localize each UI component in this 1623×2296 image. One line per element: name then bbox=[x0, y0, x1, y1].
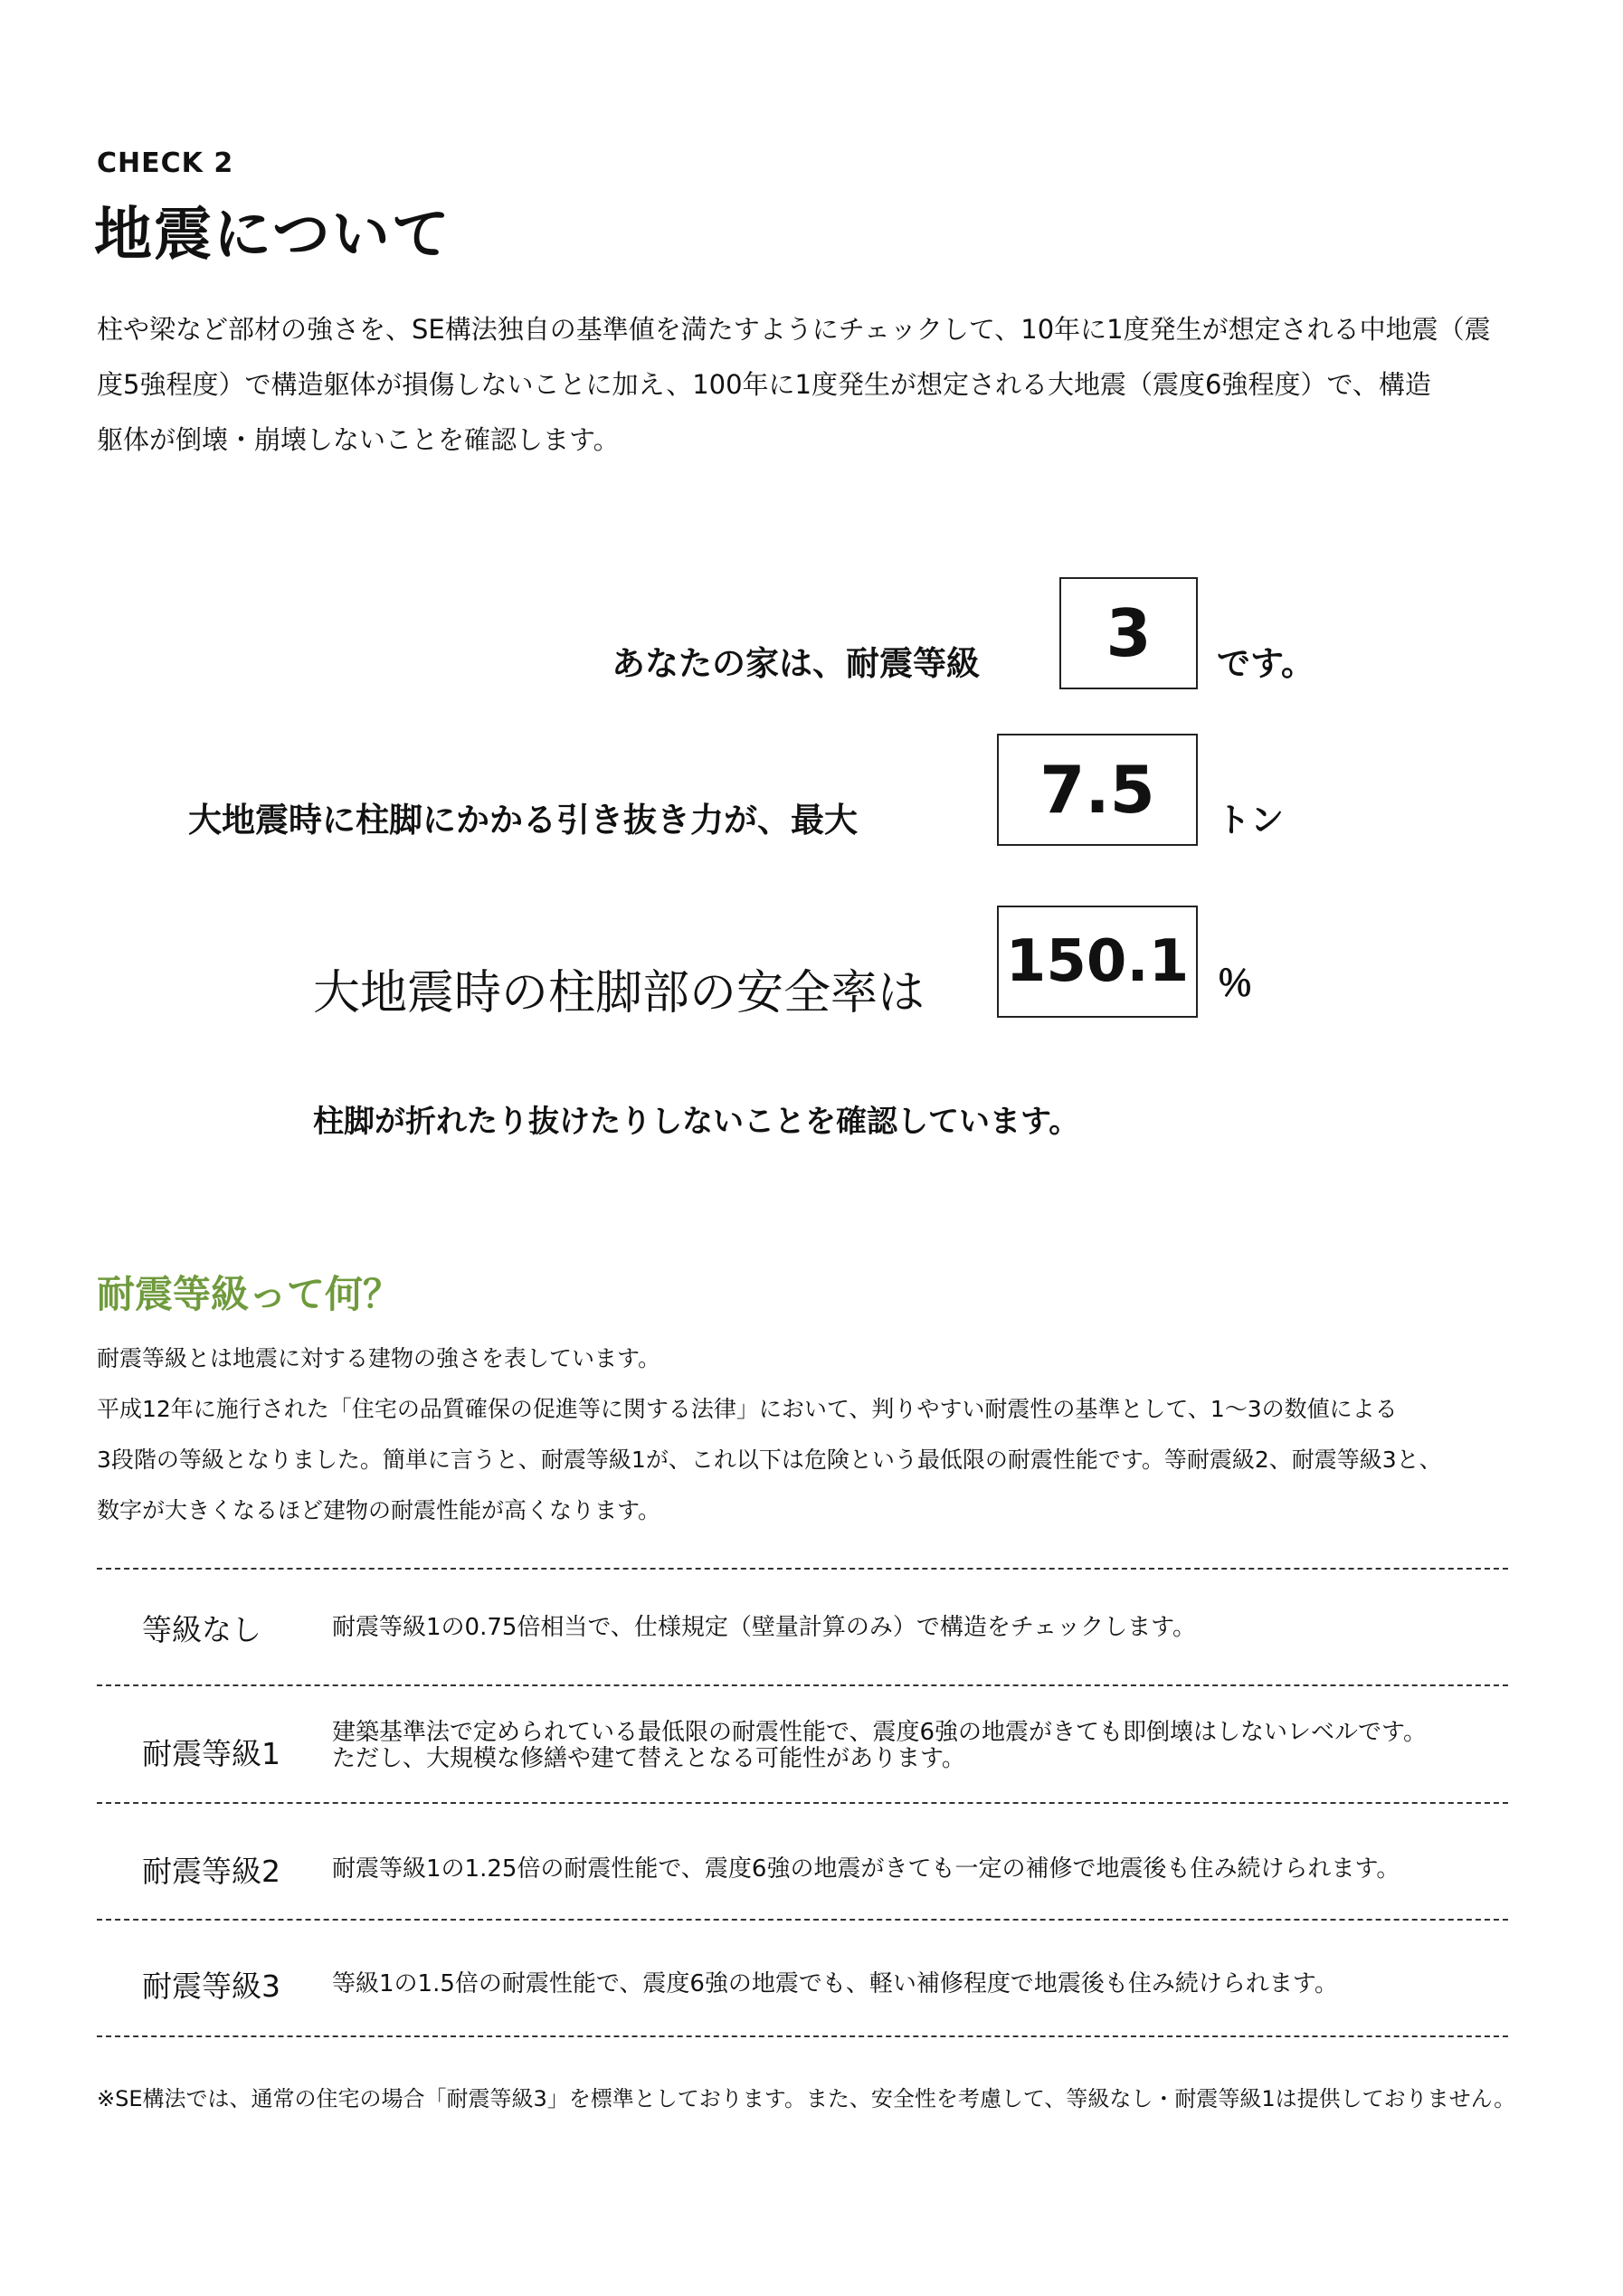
grade-name: 耐震等級1 bbox=[142, 1736, 280, 1771]
footnote: ※SE構法では、通常の住宅の場合「耐震等級3」を標準としております。また、安全性を考慮して、等級なし・耐震等級1は提供しておりません。 bbox=[97, 2086, 1516, 2111]
explanation-paragraph bbox=[97, 1333, 1442, 1536]
grade-name: 等級なし bbox=[142, 1612, 261, 1647]
grade-desc-line: 等級1の1.5倍の耐震性能で、震度6強の地震でも、軽い補修程度で地震後も住み続けられます。 bbox=[332, 1970, 1338, 1997]
grade-desc-line: ただし、大規模な修繕や建て替えとなる可能性があります。 bbox=[332, 1745, 965, 1772]
grade-name: 耐震等級3 bbox=[142, 1969, 280, 2004]
divider bbox=[97, 2035, 1508, 2037]
grade-desc bbox=[332, 1720, 1427, 1772]
grade-desc-line: 耐震等級1の1.25倍の耐震性能で、震度6強の地震がきても一定の補修で地震後も住み続けられます。 bbox=[332, 1855, 1400, 1883]
grade-name: 耐震等級2 bbox=[142, 1854, 280, 1889]
intro-line: 度5強程度）で構造躯体が損傷しないことに加え、100年に1度発生が想定される大地震（震度6強程度）で、構造 bbox=[97, 369, 1431, 400]
divider bbox=[97, 1568, 1508, 1570]
check-label: CHECK 2 bbox=[97, 147, 234, 179]
pullout-result-prefix: 大地震時に柱脚にかかる引き抜き力が、最大 bbox=[188, 801, 858, 840]
confirm-statement: 柱脚が折れたり抜けたりしないことを確認しています。 bbox=[313, 1104, 1080, 1140]
safety-result-prefix: 大地震時の柱脚部の安全率は bbox=[313, 966, 925, 1020]
grade-desc bbox=[332, 1970, 1338, 1997]
explanation-line: 数字が大きくなるほど建物の耐震性能が高くなります。 bbox=[97, 1497, 661, 1523]
page-title: 地震について bbox=[94, 202, 451, 269]
explanation-line: 耐震等級とは地震に対する建物の強さを表しています。 bbox=[97, 1345, 661, 1371]
explanation-line: 平成12年に施行された「住宅の品質確保の促進等に関する法律」において、判りやすい耐震性の基準として、1～3の数値による bbox=[97, 1396, 1398, 1422]
divider bbox=[97, 1802, 1508, 1804]
grade-desc bbox=[332, 1855, 1400, 1883]
pullout-value-box: 7.5 bbox=[997, 734, 1198, 846]
intro-line: 柱や梁など部材の強さを、SE構法独自の基準値を満たすようにチェックして、10年に1度発生が想定される中地震（震 bbox=[97, 314, 1491, 345]
grade-desc-line: 建築基準法で定められている最低限の耐震性能で、震度6強の地震がきても即倒壊はしないレベルです。 bbox=[332, 1719, 1427, 1746]
safety-result-unit: ％ bbox=[1217, 963, 1253, 1004]
divider bbox=[97, 1919, 1508, 1921]
grade-result-prefix: あなたの家は、耐震等級 bbox=[612, 644, 980, 683]
pullout-result-unit: トン bbox=[1217, 801, 1284, 840]
explanation-line: 3段階の等級となりました。簡単に言うと、耐震等級1が、これ以下は危険という最低限の耐震性能です。等耐震級2、耐震等級3と、 bbox=[97, 1447, 1442, 1473]
intro-line: 躯体が倒壊・崩壊しないことを確認します。 bbox=[97, 424, 620, 455]
grade-desc-line: 耐震等級1の0.75倍相当で、仕様規定（壁量計算のみ）で構造をチェックします。 bbox=[332, 1614, 1197, 1641]
intro-paragraph bbox=[97, 302, 1580, 468]
safety-value-box: 150.1 bbox=[997, 906, 1198, 1018]
grade-desc bbox=[332, 1614, 1196, 1641]
divider bbox=[97, 1684, 1508, 1686]
grade-result-suffix: です。 bbox=[1217, 644, 1315, 683]
grade-value-box: 3 bbox=[1059, 577, 1198, 689]
section-heading: 耐震等級って何？ bbox=[97, 1272, 402, 1316]
